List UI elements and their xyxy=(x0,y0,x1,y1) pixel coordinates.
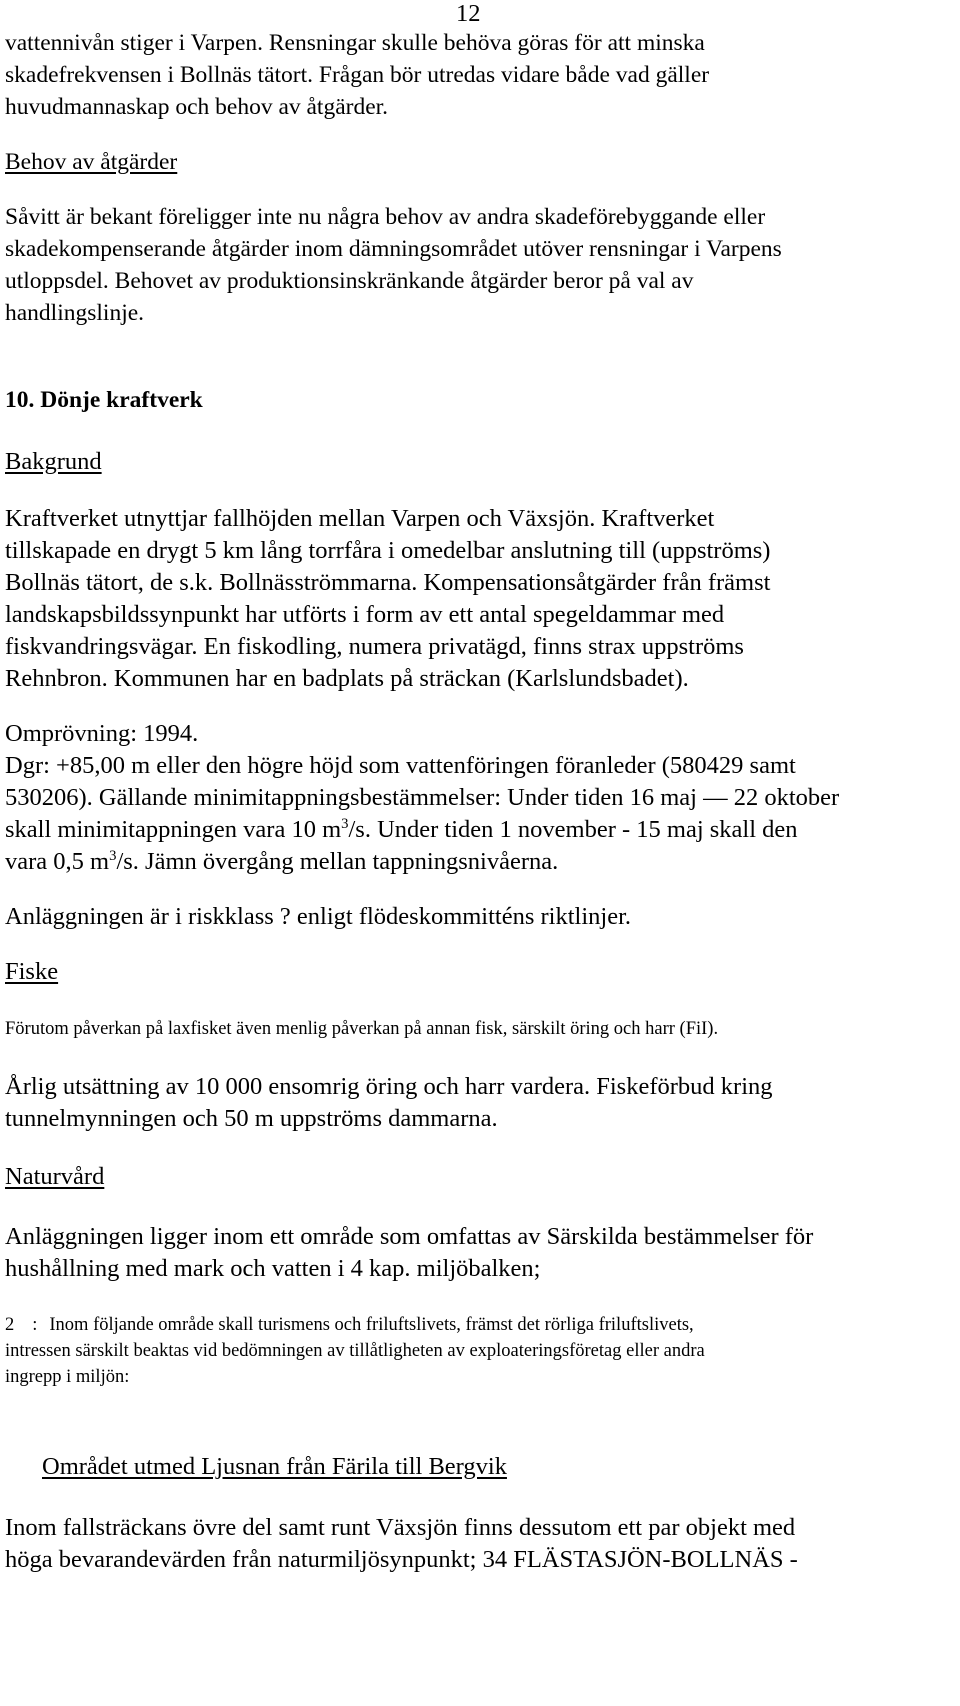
bakgrund-line: tillskapade en drygt 5 km lång torrfåra i omedelbar anslutning till (uppströms) xyxy=(5,537,771,564)
area-title: Området utmed Ljusnan från Färila till Bergvik xyxy=(42,1453,507,1480)
naturvard-line: hushållning med mark och vatten i 4 kap. miljöbalken; xyxy=(5,1255,541,1282)
naturvard-heading: Naturvård xyxy=(5,1163,105,1190)
omprovning-line: Omprövning: 1994. xyxy=(5,720,199,747)
naturvard-line: Anläggningen ligger inom ett område som omfattas av Särskilda bestämmelser för xyxy=(5,1223,814,1250)
omprovning-line xyxy=(5,847,559,875)
fiske-line: Årlig utsättning av 10 000 ensomrig öring och harr vardera. Fiskeförbud kring xyxy=(5,1073,773,1100)
fiske-small-line: Förutom påverkan på laxfisket även menlig påverkan på annan fisk, särskilt öring och harr (FiI). xyxy=(5,1019,719,1039)
bakgrund-line: Bollnäs tätort, de s.k. Bollnäsströmmarna. Kompensationsåtgärder från främst xyxy=(5,569,771,596)
bakgrund-line: Kraftverket utnyttjar fallhöjden mellan Varpen och Växsjön. Kraftverket xyxy=(5,505,715,532)
intro-line: vattennivån stiger i Varpen. Rensningar skulle behöva göras för att minska xyxy=(5,30,705,56)
omprovning-line: 530206). Gällande minimitappningsbestämmelser: Under tiden 16 maj — 22 oktober xyxy=(5,784,840,811)
final-line: höga bevarandevärden från naturmiljösynpunkt; 34 FLÄSTASJÖN-BOLLNÄS - xyxy=(5,1546,798,1573)
behov-line: handlingslinje. xyxy=(5,300,145,326)
section-title: 10. Dönje kraftverk xyxy=(5,387,203,413)
omprovning-line: Dgr: +85,00 m eller den högre höjd som vattenföringen föranleder (580429 samt xyxy=(5,752,796,779)
superscript: 3 xyxy=(109,847,117,864)
bakgrund-line: Rehnbron. Kommunen har en badplats på sträckan (Karlslundsbadet). xyxy=(5,665,689,692)
paragraph-symbol: : xyxy=(32,1315,38,1335)
omprovning-line xyxy=(5,815,798,843)
behov-line: Såvitt är bekant föreligger inte nu några behov av andra skadeförebyggande eller xyxy=(5,204,766,230)
fiske-line: tunnelmynningen och 50 m uppströms dammarna. xyxy=(5,1105,498,1132)
omprovning-text: skall minimitappningen vara 10 m xyxy=(5,816,342,843)
paragraph-quote-line xyxy=(5,1316,694,1335)
paragraph-number: 2 xyxy=(5,1315,15,1335)
riskklass-line: Anläggningen är i riskklass ? enligt flödeskommitténs riktlinjer. xyxy=(5,903,632,930)
page-number: 12 xyxy=(456,0,481,27)
omprovning-text: /s. Jämn övergång mellan tappningsnivåerna. xyxy=(116,848,559,875)
quote-line: intressen särskilt beaktas vid bedömningen av tillåtligheten av exploateringsföretag eller andra xyxy=(5,1341,705,1361)
superscript: 3 xyxy=(341,815,349,832)
behov-line: utloppsdel. Behovet av produktionsinskränkande åtgärder beror på val av xyxy=(5,268,694,294)
final-line: Inom fallsträckans övre del samt runt Växsjön finns dessutom ett par objekt med xyxy=(5,1514,796,1541)
bakgrund-line: landskapsbildssynpunkt har utförts i form av ett antal spegeldammar med xyxy=(5,601,725,628)
quote-text: Inom följande område skall turismens och friluftslivets, främst det rörliga friluftslivets, xyxy=(49,1315,694,1335)
bakgrund-line: fiskvandringsvägar. En fiskodling, numera privatägd, finns strax uppströms xyxy=(5,633,744,660)
intro-line: skadefrekvensen i Bollnäs tätort. Frågan bör utredas vidare både vad gäller xyxy=(5,62,710,88)
bakgrund-heading: Bakgrund xyxy=(5,448,102,475)
fiske-heading: Fiske xyxy=(5,958,59,985)
intro-line: huvudmannaskap och behov av åtgärder. xyxy=(5,94,389,120)
behov-line: skadekompenserande åtgärder inom dämningsområdet utöver rensningar i Varpens xyxy=(5,236,782,262)
omprovning-text: vara 0,5 m xyxy=(5,848,110,875)
omprovning-text: /s. Under tiden 1 november - 15 maj skall den xyxy=(348,816,798,843)
behov-heading: Behov av åtgärder xyxy=(5,149,178,175)
quote-line: ingrepp i miljön: xyxy=(5,1367,130,1387)
